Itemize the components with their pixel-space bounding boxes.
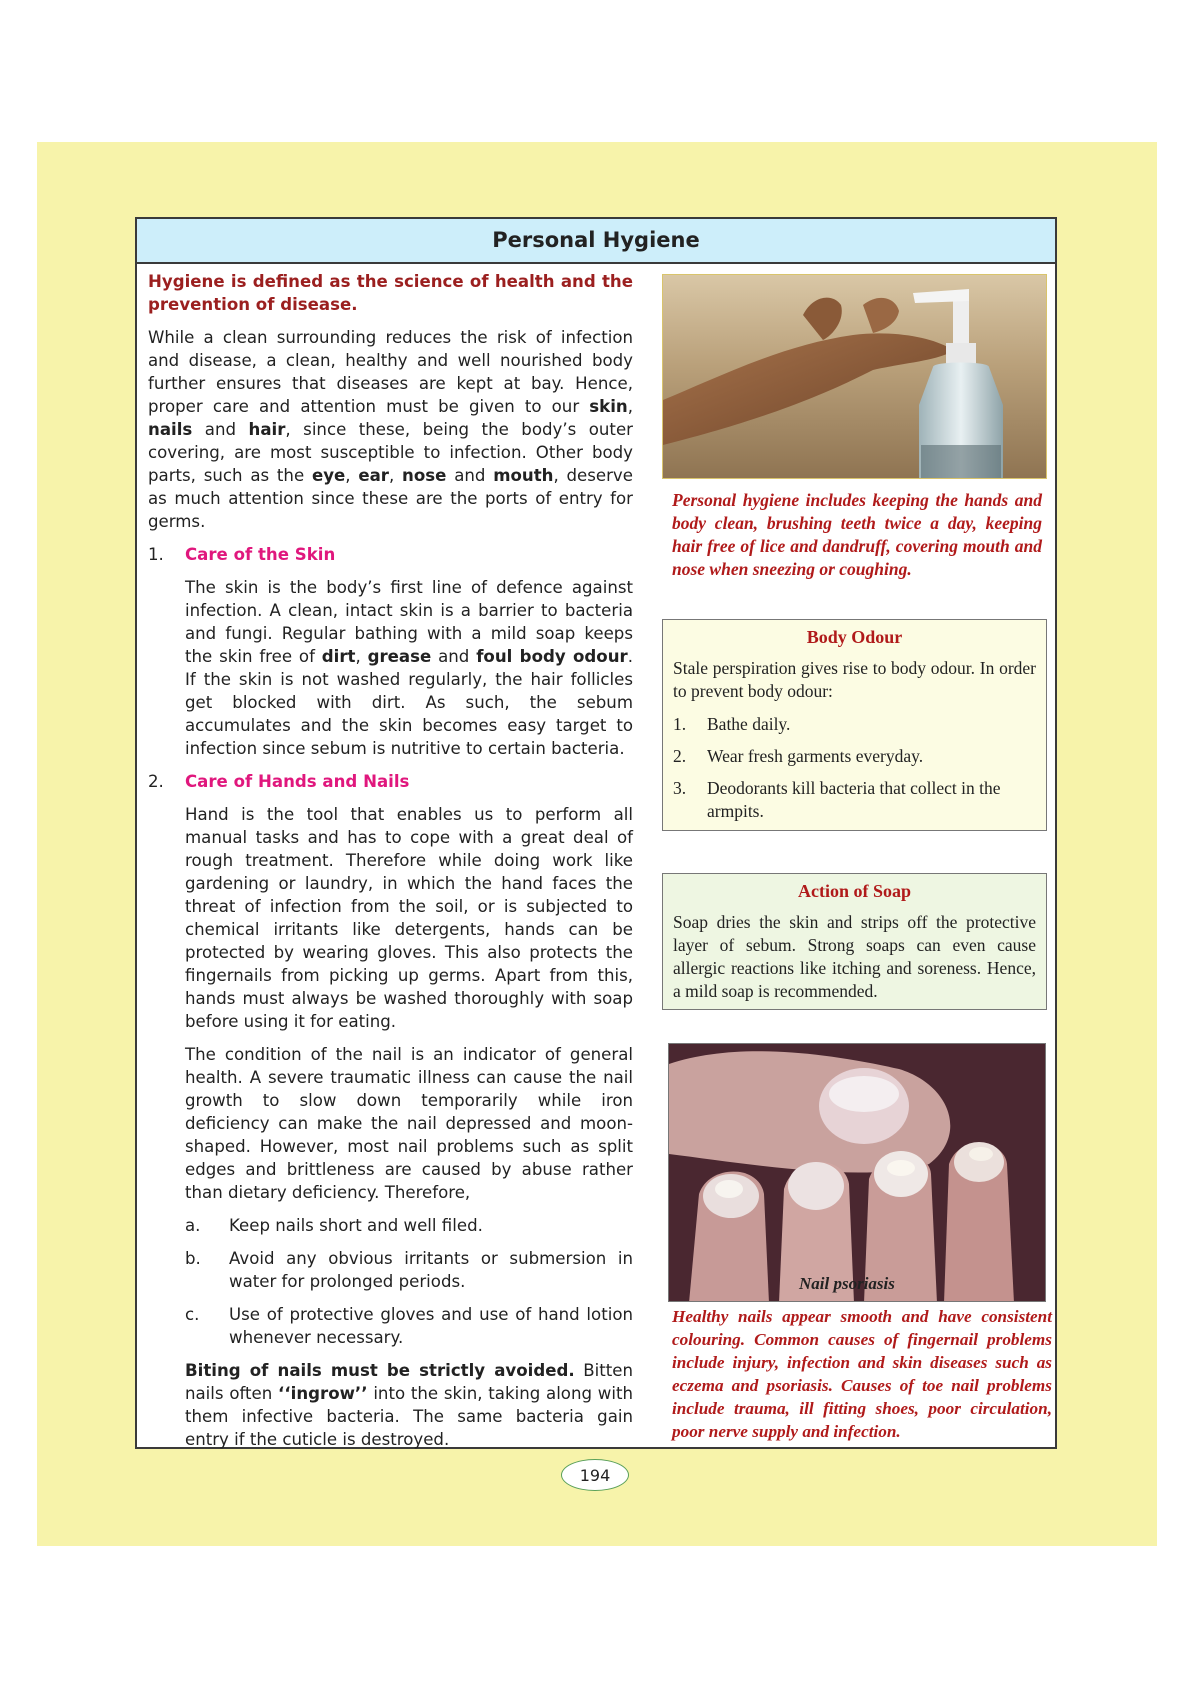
text-span: , deserve as much attention since these are the ports of entry for germs. — [148, 466, 633, 531]
bold-ingrow: ‘‘ingrow’’ — [278, 1384, 368, 1403]
text-span: The skin is the body’s first line of defence against infection. A clean, intact skin is a barrier to bacteria and fungi. Regular bathing with a mild soap keeps the skin free of — [185, 578, 633, 666]
intro-definition: Hygiene is defined as the science of health and the prevention of disease. — [148, 272, 633, 314]
hand-hygiene-caption: Personal hygiene includes keeping the hands and body clean, brushing teeth twice a day, keeping hair free of lice and dandruff, covering mouth and nose when sneezing or coughing. — [672, 490, 1042, 579]
hands-paragraph: Hand is the tool that enables us to perform all manual tasks and has to cope with a great deal of rough treatment. Therefore while doing work like gardening or laundry, in which the hand faces the threat of infection from the soil, or is subjected to chemical irritants like detergents, hands can be protected by wearing gloves. This also protects the fingernails from picking up germs. Apart from this, hands must always be washed thoroughly with soap before using it for eating. — [185, 805, 633, 1031]
bold-grease: grease — [367, 647, 432, 666]
bold-mouth: mouth — [493, 466, 554, 485]
nail-psoriasis-label: Nail psoriasis — [799, 1274, 895, 1293]
hand-sanitizer-illustration — [663, 275, 1047, 479]
text-span: , — [345, 466, 359, 485]
list-letter: a. — [185, 1216, 201, 1235]
list-item — [185, 1214, 633, 1237]
skin-paragraph — [185, 576, 633, 760]
content-frame — [135, 217, 1057, 1449]
section-number: 1. — [148, 545, 164, 564]
bold-eye: eye — [311, 466, 346, 485]
list-number: 3. — [673, 778, 687, 798]
text-span: , — [355, 647, 368, 666]
section-title: Care of the Skin — [185, 545, 336, 564]
list-text: Keep nails short and well filed. — [229, 1216, 483, 1235]
body-odour-box — [662, 619, 1047, 831]
text-span: Bitten nails often — [185, 1361, 634, 1403]
biting-paragraph — [185, 1359, 633, 1451]
bold-biting: Biting of nails must be strictly avoided. — [185, 1361, 575, 1380]
bold-nails: nails — [148, 420, 193, 439]
action-of-soap-title: Action of Soap — [797, 881, 911, 901]
nails-paragraph: The condition of the nail is an indicator of general health. A severe traumatic illness can cause the nail growth to slow down temporarily while iron deficiency can make the nail depressed and moon-shaped. However, most nail problems such as split edges and brittleness are caused by abuse rather than dietary deficiency. Therefore, — [185, 1045, 633, 1202]
section-heading-hands — [148, 770, 633, 793]
section-number: 2. — [148, 772, 164, 791]
text-span: into the skin, taking along with them infective bacteria. The same bacteria gain entry if the cuticle is destroyed. — [185, 1384, 633, 1449]
text-span: and — [431, 647, 477, 666]
list-number: 2. — [673, 746, 687, 766]
list-letter: b. — [185, 1249, 201, 1268]
list-text: Wear fresh garments everyday. — [707, 746, 924, 766]
bold-skin: skin — [589, 397, 628, 416]
action-of-soap-text: Soap dries the skin and strips off the protective layer of sebum. Strong soaps can even cause allergic reactions like itching and soreness. Hence, a mild soap is recommended. — [673, 912, 1036, 1001]
text-span: and — [192, 420, 249, 439]
text-span: , — [388, 466, 403, 485]
list-item — [185, 1247, 633, 1293]
list-text: Avoid any obvious irritants or submersion in water for prolonged periods. — [229, 1249, 633, 1291]
page-title: Personal Hygiene — [137, 219, 1055, 264]
bold-hair: hair — [248, 420, 286, 439]
list-text: Use of protective gloves and use of hand lotion whenever necessary. — [229, 1305, 633, 1347]
hand-sanitizer-photo — [662, 274, 1047, 479]
text-span: . If the skin is not washed regularly, the hair follicles get blocked with dirt. As such, the sebum accumulates and the skin becomes easy target to infection since sebum is nutritive to certain bacteria. — [185, 647, 633, 758]
body-odour-title: Body Odour — [806, 627, 903, 647]
left-column — [148, 270, 633, 1451]
list-text: Bathe daily. — [707, 714, 791, 734]
bold-dirt: dirt — [321, 647, 356, 666]
action-of-soap-box — [662, 873, 1047, 1010]
list-text: Deodorants kill bacteria that collect in the armpits. — [707, 778, 1001, 821]
nail-psoriasis-photo — [668, 1043, 1046, 1302]
text-span: , — [627, 397, 633, 416]
section-heading-skin — [148, 543, 633, 566]
nail-psoriasis-illustration — [669, 1044, 1046, 1302]
list-item — [673, 713, 1036, 736]
body-odour-intro: Stale perspiration gives rise to body odour. In order to prevent body odour: — [673, 658, 1036, 701]
nail-health-caption: Healthy nails appear smooth and have consistent colouring. Common causes of fingernail problems include injury, infection and skin diseases such as eczema and psoriasis. Causes of toe nail problems include trauma, ill fitting shoes, poor circulation, poor nerve supply and infection. — [672, 1307, 1052, 1441]
text-span: While a clean surrounding reduces the risk of infection and disease, a clean, healthy and well nourished body further ensures that diseases are kept at bay. Hence, proper care and attention must be given to our — [148, 328, 633, 416]
text-span: , since these, being the body’s outer covering, are most susceptible to infection. Other body parts, such as the — [148, 420, 633, 485]
bold-odour: foul body odour — [476, 647, 628, 666]
bold-nose: nose — [402, 466, 447, 485]
list-item — [673, 745, 1036, 768]
section-title: Care of Hands and Nails — [185, 772, 410, 791]
bold-ear: ear — [358, 466, 389, 485]
list-item — [673, 777, 1036, 823]
text-span: and — [446, 466, 494, 485]
intro-paragraph — [148, 326, 633, 533]
list-item — [185, 1303, 633, 1349]
page-number: 194 — [561, 1459, 629, 1491]
list-letter: c. — [185, 1305, 200, 1324]
list-number: 1. — [673, 714, 687, 734]
